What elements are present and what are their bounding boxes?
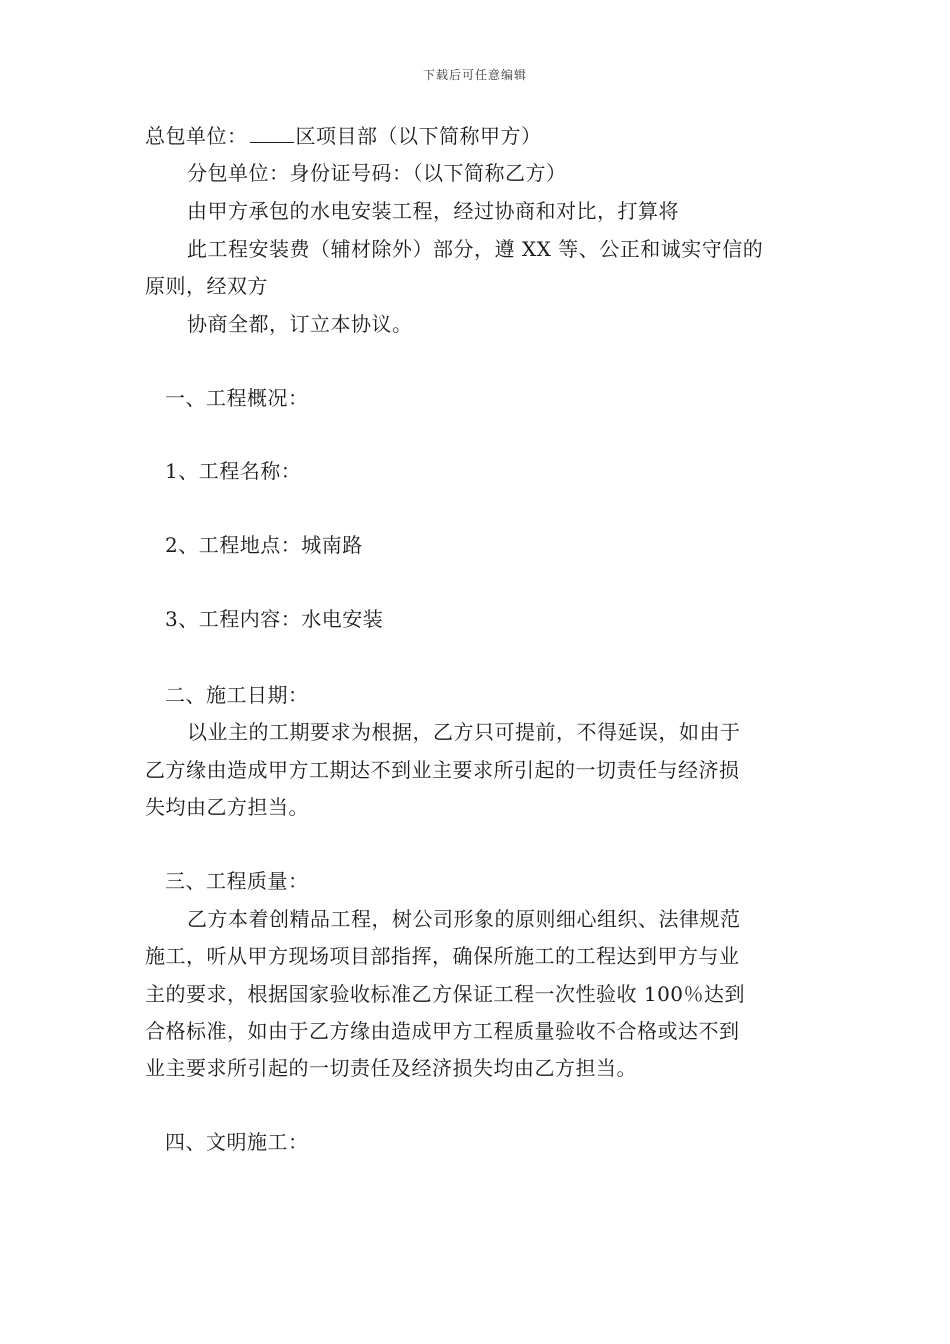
header-note: 下载后可任意编辑 xyxy=(422,68,527,82)
section-1-item-2: 2、工程地点：城南路 xyxy=(165,533,363,557)
section-1-heading: 一、工程概况： xyxy=(165,386,309,410)
contractor-text: 区项目部（以下简称甲方） xyxy=(295,124,542,148)
contractor-label: 总包单位： xyxy=(145,124,248,148)
intro-paragraph-1: 由甲方承包的水电安装工程，经过协商和对比，打算将 xyxy=(187,199,679,223)
section-3-line-5: 业主要求所引起的一切责任及经济损失均由乙方担当。 xyxy=(145,1056,637,1080)
contractor-line xyxy=(145,122,542,149)
section-3-heading: 三、工程质量： xyxy=(165,869,309,893)
section-4-heading: 四、文明施工： xyxy=(165,1130,309,1154)
section-2-line-1: 以业主的工期要求为根据，乙方只可提前，不得延误，如由于 xyxy=(187,720,741,744)
contractor-blank xyxy=(250,122,294,143)
intro-paragraph-2-line-1: 此工程安装费（辅材除外）部分，遵 XX 等、公正和诚实守信的 xyxy=(187,237,764,261)
section-3-line-4: 合格标准，如由于乙方缘由造成甲方工程质量验收不合格或达不到 xyxy=(145,1019,740,1043)
section-3-line-3: 主的要求，根据国家验收标准乙方保证工程一次性验收 100％达到 xyxy=(145,982,746,1006)
section-3-line-2: 施工，听从甲方现场项目部指挥，确保所施工的工程达到甲方与业 xyxy=(145,944,740,968)
section-2-line-2: 乙方缘由造成甲方工期达不到业主要求所引起的一切责任与经济损 xyxy=(145,758,740,782)
section-3-line-1: 乙方本着创精品工程，树公司形象的原则细心组织、法律规范 xyxy=(187,907,741,931)
section-1-item-1: 1、工程名称： xyxy=(165,459,302,483)
section-2-heading: 二、施工日期： xyxy=(165,683,309,707)
section-1-item-3: 3、工程内容：水电安装 xyxy=(165,607,384,631)
intro-paragraph-3: 协商全都，订立本协议。 xyxy=(187,312,413,336)
intro-paragraph-2-line-2: 原则，经双方 xyxy=(145,274,268,298)
subcontractor-line: 分包单位：身份证号码：（以下简称乙方） xyxy=(187,161,567,185)
section-2-line-3: 失均由乙方担当。 xyxy=(145,795,309,819)
